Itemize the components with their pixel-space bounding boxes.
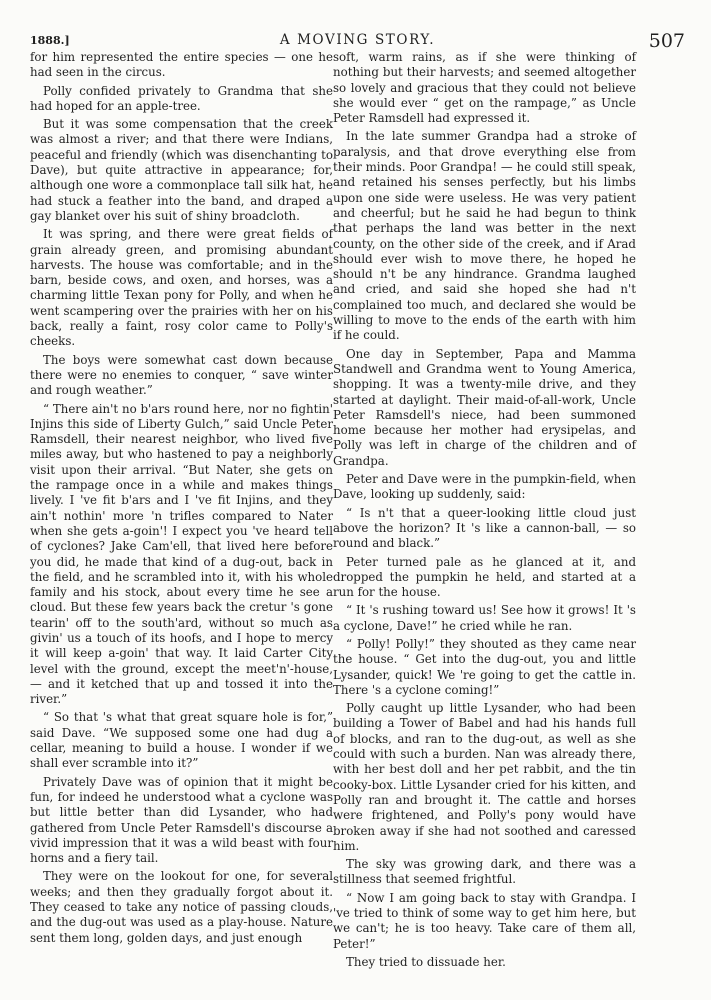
paragraph: They were on the lookout for one, for several weeks; and then they gradually forgot about it. They ceased to take any notice of passing clouds, and the dug-out was used as a play-house. Nature sent them long, golden days, and just enough	[30, 869, 333, 945]
paragraph: Peter and Dave were in the pumpkin-field, when Dave, looking up suddenly, said:	[333, 472, 636, 502]
paragraph: “ So that 's what that great square hole is for,” said Dave. “We supposed some one had dug a cellar, meaning to build a house. I wonder if we shall ever scramble into it?”	[30, 710, 333, 771]
paragraph: They tried to dissuade her.	[346, 954, 506, 969]
paragraph: soft, warm rains, as if she were thinking of nothing but their harvests; and seemed altogether so lovely and gracious that they could not believe she would ever “ get on the rampage,” as Uncle Peter Ramsdell had expressed it.	[333, 50, 636, 126]
paragraph: “ There ain't no b'ars round here, nor no fightin' Injins this side of Liberty Gulch,” said Uncle Peter Ramsdell, their nearest neighbor, who lived five miles away, but who hastened to pay a neighborly visit upon their arrival. “But Nater, she gets on the rampage once in a while and makes things lively. I 've fit b'ars and I 've fit Injins, and they ain't nothin' more 'n trifles compared to Nater when she gets a-goin'! I expect you 've heard tell of cyclones? Jake Cam'ell, that lived here before you did, he made that kind of a dug-out, back in the field, and he scrambled into it, with his whole family and his stock, about every time he see a cloud. But these few years back the cretur 's gone tearin' off to the south'ard, without so much as givin' us a touch of its hoofs, and I hope to mercy it will keep a-goin' that way. It laid Carter City level with the ground, except the meet'n'-house, — and it ketched that up and tossed it into the river.”	[30, 401, 333, 707]
paragraph: “ Is n't that a queer-looking little cloud just above the horizon? It 's like a cannon-ball, — so round and black.”	[333, 505, 636, 551]
paragraph: One day in September, Papa and Mamma Standwell and Grandma went to Young America, shopping. It was a twenty-mile drive, and they started at daylight. Their maid-of-all-work, Uncle Peter Ramsdell's niece, had been summoned home because her mother had erysipelas, and Polly was left in charge of the children and of Grandpa.	[333, 346, 636, 468]
paragraph: “ It 's rushing toward us! See how it grows! It 's a cyclone, Dave!” he cried while he ran.	[333, 603, 636, 633]
paragraph: Peter turned pale as he glanced at it, and dropped the pumpkin he held, and started at a run for the house.	[333, 554, 636, 600]
paragraph: The sky was growing dark, and there was a stillness that seemed frightful.	[333, 857, 636, 887]
paragraph: “ Now I am going back to stay with Grandpa. I 've tried to think of some way to get him here, but we can't; he is too heavy. Take care of them all, Peter!”	[333, 890, 636, 951]
right-column	[333, 50, 636, 970]
paragraph: for him represented the entire species — one he had seen in the circus.	[30, 50, 333, 80]
paragraph: Polly caught up little Lysander, who had been building a Tower of Babel and had his hands full of blocks, and ran to the dug-out, as well as she could with such a burden. Nan was already there, with her best doll and her pet rabbit, and the tin cooky-box. Little Lysander cried for his kitten, and Polly ran and brought it. The cattle and horses were frightened, and Polly's pony would have broken away if she had not soothed and caressed him.	[333, 701, 636, 853]
paragraph: Privately Dave was of opinion that it might be fun, for indeed he understood what a cyclone was but little better than did Lysander, who had gathered from Uncle Peter Ramsdell's discourse a vivid impression that it was a wild beast with four horns and a fiery tail.	[30, 774, 333, 866]
issue-date: 1888.]	[30, 34, 70, 47]
paragraph: “ Polly! Polly!” they shouted as they came near the house. “ Get into the dug-out, you and little Lysander, quick! We 're going to get the cattle in. There 's a cyclone coming!”	[333, 636, 636, 697]
paragraph: In the late summer Grandpa had a stroke of paralysis, and that drove everything else from their minds. Poor Grandpa! — he could still speak, and retained his senses perfectly, but his limbs upon one side were useless. He was very patient and cheerful; but he said he had begun to think that perhaps the land was better in the next county, on the other side of the creek, and if Arad should ever wish to move there, he hoped he should n't be any hindrance. Grandma laughed and cried, and said she hoped she had n't complained too much, and declared she would be willing to move to the ends of the earth with him if he could.	[333, 129, 636, 343]
page-header	[30, 30, 685, 52]
paragraph: Polly confided privately to Grandma that she had hoped for an apple-tree.	[30, 83, 333, 113]
paragraph: But it was some compensation that the creek was almost a river; and that there were Indians, peaceful and friendly (which was disenchanting to Dave), but quite attractive in appearance; for, although one wore a commonplace tall silk hat, he had stuck a feather into the band, and draped a gay blanket over his suit of shiny broadcloth.	[30, 117, 333, 223]
left-column	[30, 50, 333, 946]
paragraph: It was spring, and there were great fields of grain already green, and promising abundant harvests. The house was comfortable; and in the barn, beside cows, and oxen, and horses, was a charming little Texan pony for Polly, and when he went scampering over the prairies with her on his back, really a faint, rosy color came to Polly's cheeks.	[30, 227, 333, 349]
paragraph: The boys were somewhat cast down because there were no enemies to conquer, “ save winter and rough weather.”	[30, 352, 333, 398]
running-title: A MOVING STORY.	[279, 32, 436, 48]
page-number: 507	[648, 30, 685, 52]
